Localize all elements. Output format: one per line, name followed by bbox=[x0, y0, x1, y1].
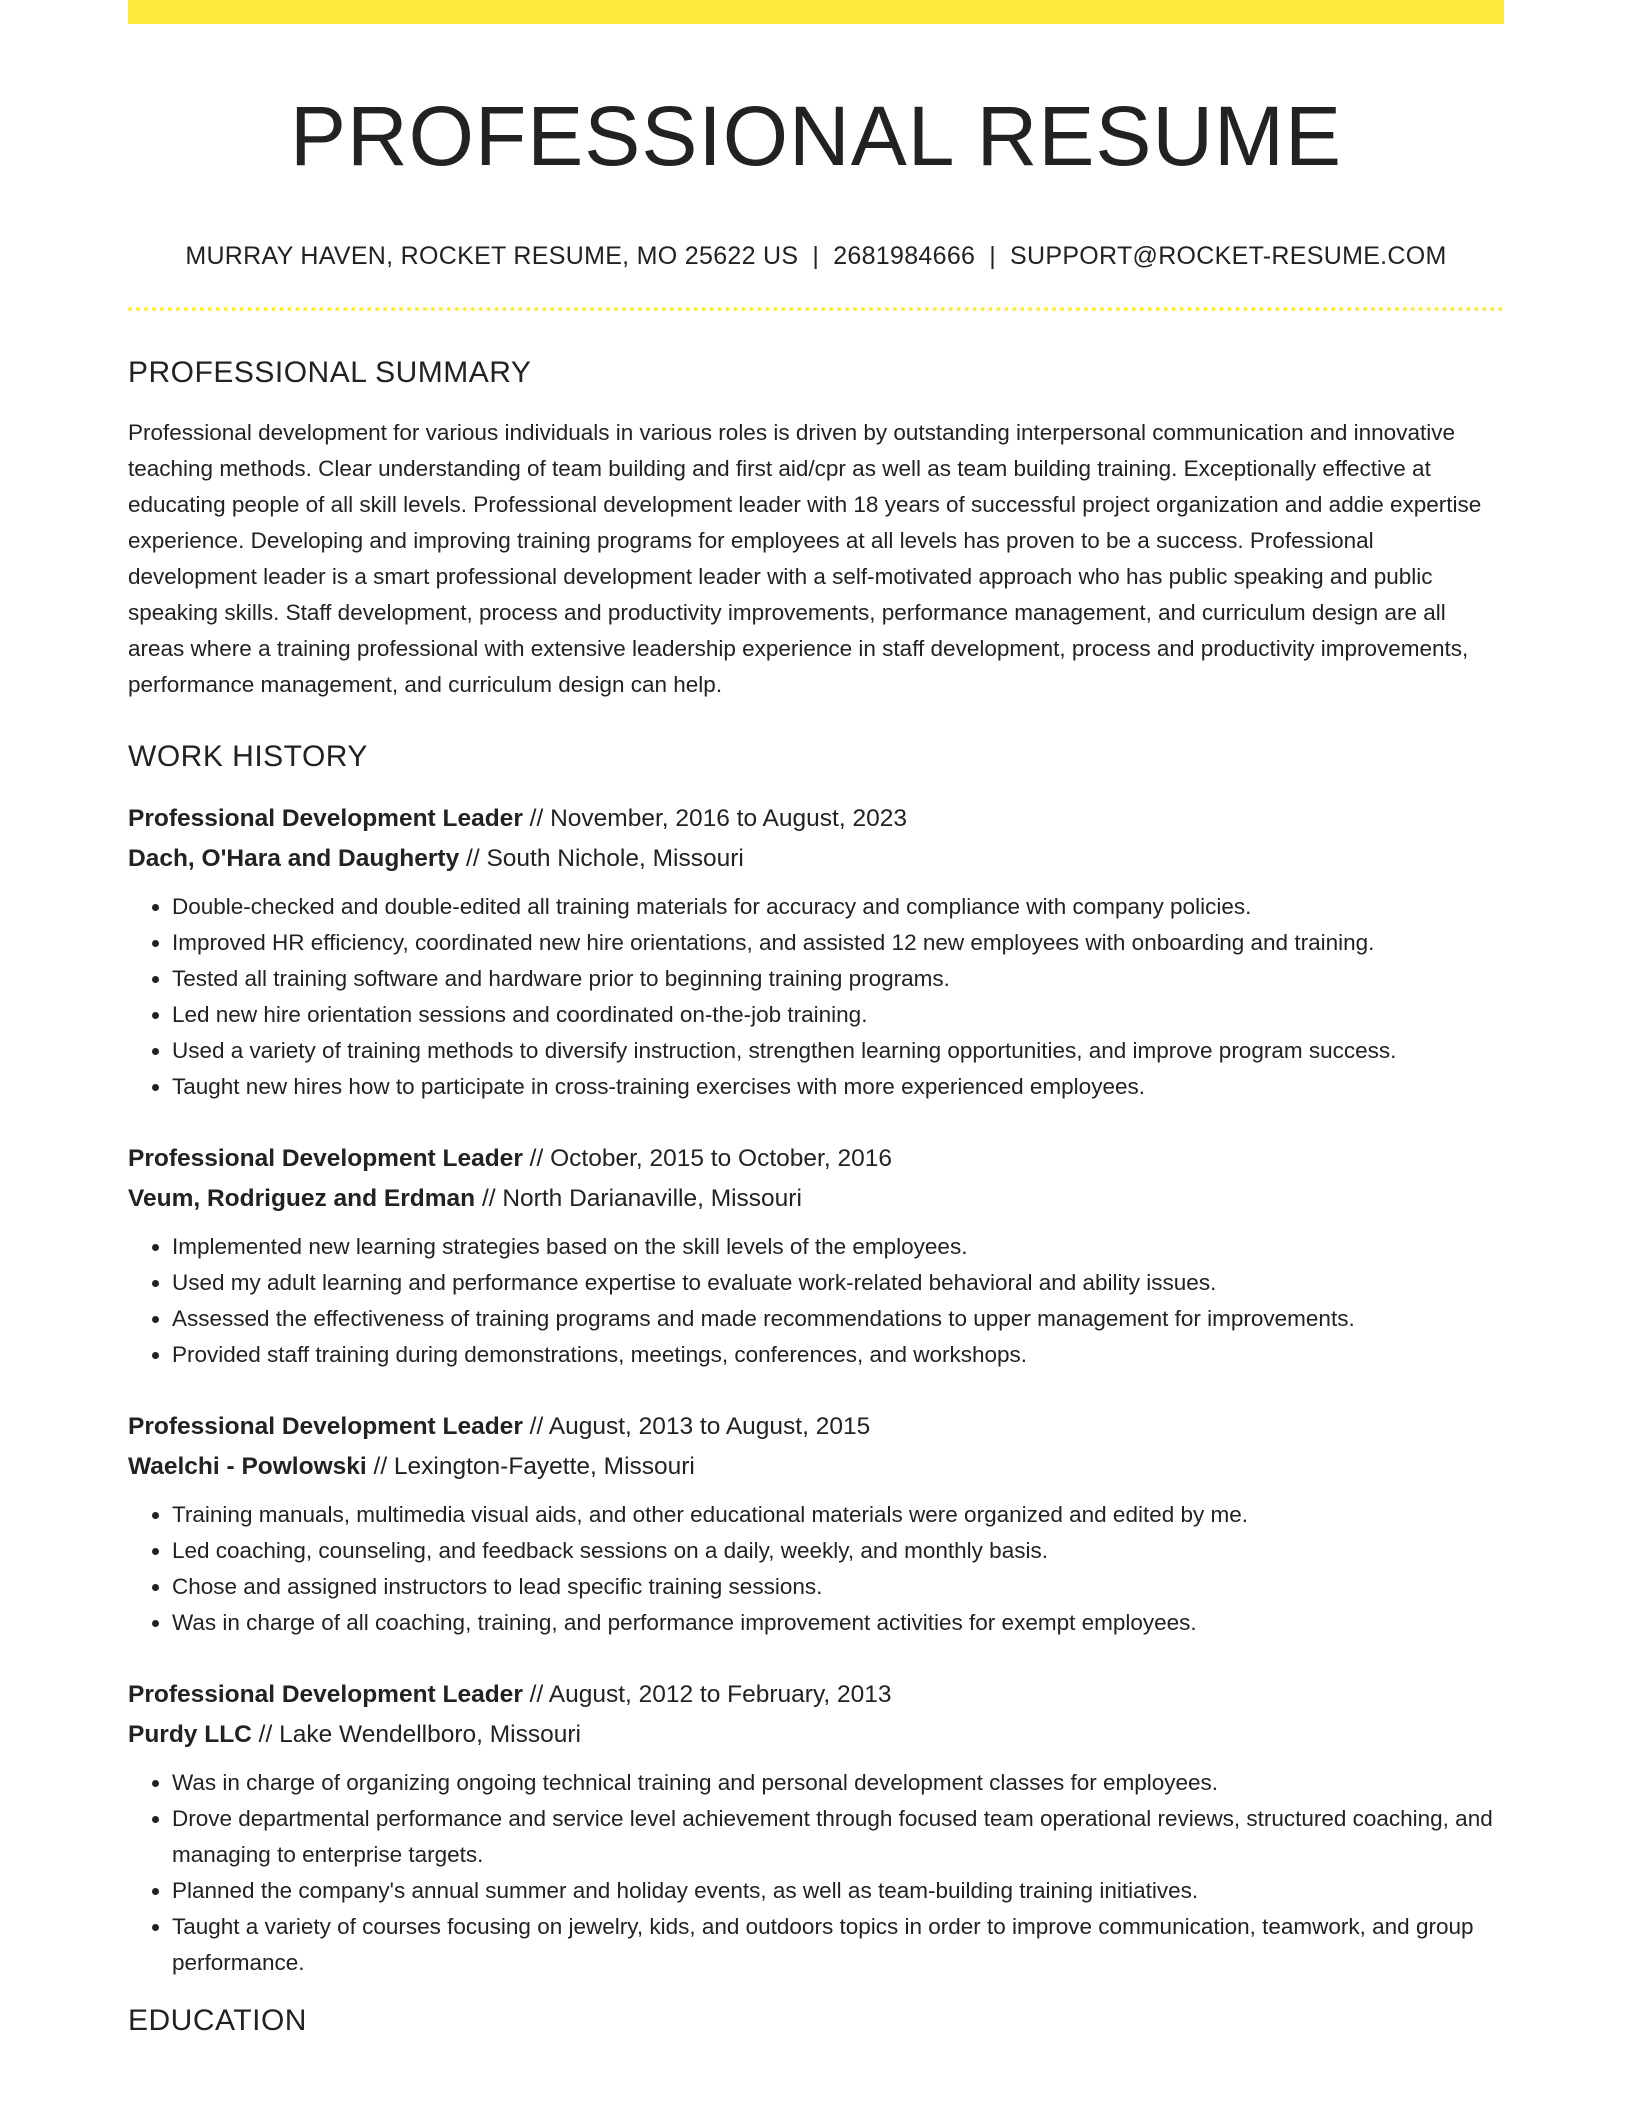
work-history-list bbox=[128, 799, 1504, 1981]
contact-line bbox=[128, 241, 1504, 271]
job-entry bbox=[128, 799, 1504, 1105]
job-title-line bbox=[128, 1139, 1504, 1179]
job-title-line bbox=[128, 1407, 1504, 1447]
job-entry bbox=[128, 1139, 1504, 1373]
job-company-line bbox=[128, 1447, 1504, 1487]
job-role: Professional Development Leader bbox=[128, 1144, 523, 1172]
job-bullet-item: • Was in charge of organizing ongoing technical training and personal development classes for employees. bbox=[172, 1765, 1504, 1801]
job-bullets bbox=[128, 1497, 1504, 1641]
job-bullet-item: • Taught a variety of courses focusing on jewelry, kids, and outdoors topics in order to improve communication, teamwork, and group performance. bbox=[172, 1909, 1504, 1981]
summary-heading: PROFESSIONAL SUMMARY bbox=[128, 355, 532, 389]
job-bullet-item: • Assessed the effectiveness of training programs and made recommendations to upper management for improvements. bbox=[172, 1301, 1504, 1337]
job-entry bbox=[128, 1675, 1504, 1981]
job-dates: // November, 2016 to August, 2023 bbox=[522, 804, 907, 832]
job-company: Waelchi - Powlowski bbox=[128, 1452, 367, 1480]
job-company: Purdy LLC bbox=[128, 1720, 252, 1748]
job-bullets bbox=[128, 1765, 1504, 1981]
contact-phone: 2681984666 bbox=[833, 241, 976, 270]
job-bullet-item: • Led coaching, counseling, and feedback sessions on a daily, weekly, and monthly basis. bbox=[172, 1533, 1504, 1569]
summary-text: Professional development for various individuals in various roles is driven by outstanding interpersonal communication and innovative teaching methods. Clear understanding of team building and first aid/cpr as well as team building training. Exceptionally effective at educating people of all skill levels. Professional development leader with 18 years of successful project organization and addie expertise experience. Developing and improving training programs for employees at all levels has proven to be a success. Professional development leader is a smart professional development leader with a self-motivated approach who has public speaking and public speaking skills. Staff development, process and productivity improvements, performance management, and curriculum design are all areas where a training professional with extensive leadership experience in staff development, process and productivity improvements, performance management, and curriculum design can help. bbox=[128, 419, 1482, 697]
job-bullet-item: • Planned the company's annual summer and holiday events, as well as team-building training initiatives. bbox=[172, 1873, 1504, 1909]
job-entry bbox=[128, 1407, 1504, 1641]
job-company: Dach, O'Hara and Daugherty bbox=[128, 844, 460, 872]
contact-separator: | bbox=[812, 241, 820, 270]
job-bullet-item: • Improved HR efficiency, coordinated new hire orientations, and assisted 12 new employees with onboarding and training. bbox=[172, 925, 1504, 961]
resume-page bbox=[128, 0, 1504, 2039]
job-bullet-item: • Chose and assigned instructors to lead specific training sessions. bbox=[172, 1569, 1504, 1605]
contact-email: SUPPORT@ROCKET-RESUME.COM bbox=[1010, 241, 1447, 270]
job-bullet-item: • Provided staff training during demonstrations, meetings, conferences, and workshops. bbox=[172, 1337, 1504, 1373]
job-company-line bbox=[128, 1715, 1504, 1755]
job-bullet-item: • Taught new hires how to participate in cross-training exercises with more experienced employees. bbox=[172, 1069, 1504, 1105]
job-role: Professional Development Leader bbox=[128, 1412, 523, 1440]
work-history-heading: WORK HISTORY bbox=[128, 739, 368, 773]
job-company: Veum, Rodriguez and Erdman bbox=[128, 1184, 476, 1212]
job-bullet-item: • Used a variety of training methods to diversify instruction, strengthen learning opportunities, and improve program success. bbox=[172, 1033, 1504, 1069]
job-bullet-item: • Implemented new learning strategies based on the skill levels of the employees. bbox=[172, 1229, 1504, 1265]
job-bullet-item: • Used my adult learning and performance expertise to evaluate work-related behavioral and ability issues. bbox=[172, 1265, 1504, 1301]
job-bullet-item: • Tested all training software and hardware prior to beginning training programs. bbox=[172, 961, 1504, 997]
job-role: Professional Development Leader bbox=[128, 1680, 523, 1708]
job-company-line bbox=[128, 1179, 1504, 1219]
contact-address: MURRAY HAVEN, ROCKET RESUME, MO 25622 US bbox=[185, 241, 799, 270]
job-title-line bbox=[128, 1675, 1504, 1715]
job-bullet-item: • Drove departmental performance and service level achievement through focused team operational reviews, structured coaching, and managing to enterprise targets. bbox=[172, 1801, 1504, 1873]
job-dates: // October, 2015 to October, 2016 bbox=[522, 1144, 892, 1172]
job-bullet-item: • Was in charge of all coaching, training, and performance improvement activities for exempt employees. bbox=[172, 1605, 1504, 1641]
job-location: // South Nichole, Missouri bbox=[459, 844, 744, 872]
job-bullet-item: • Double-checked and double-edited all training materials for accuracy and compliance with company policies. bbox=[172, 889, 1504, 925]
job-location: // North Darianaville, Missouri bbox=[475, 1184, 802, 1212]
job-bullet-item: • Led new hire orientation sessions and coordinated on-the-job training. bbox=[172, 997, 1504, 1033]
accent-top-bar bbox=[128, 0, 1504, 24]
job-bullets bbox=[128, 1229, 1504, 1373]
job-role: Professional Development Leader bbox=[128, 804, 523, 832]
job-dates: // August, 2013 to August, 2015 bbox=[522, 1412, 871, 1440]
job-bullets bbox=[128, 889, 1504, 1105]
education-heading: EDUCATION bbox=[128, 2003, 307, 2037]
contact-separator: | bbox=[989, 241, 997, 270]
job-location: // Lexington-Fayette, Missouri bbox=[366, 1452, 695, 1480]
job-title-line bbox=[128, 799, 1504, 839]
job-location: // Lake Wendellboro, Missouri bbox=[251, 1720, 581, 1748]
dotted-divider bbox=[128, 307, 1504, 311]
job-dates: // August, 2012 to February, 2013 bbox=[522, 1680, 892, 1708]
resume-title: PROFESSIONAL RESUME bbox=[289, 89, 1343, 183]
job-company-line bbox=[128, 839, 1504, 879]
job-bullet-item: • Training manuals, multimedia visual aids, and other educational materials were organized and edited by me. bbox=[172, 1497, 1504, 1533]
